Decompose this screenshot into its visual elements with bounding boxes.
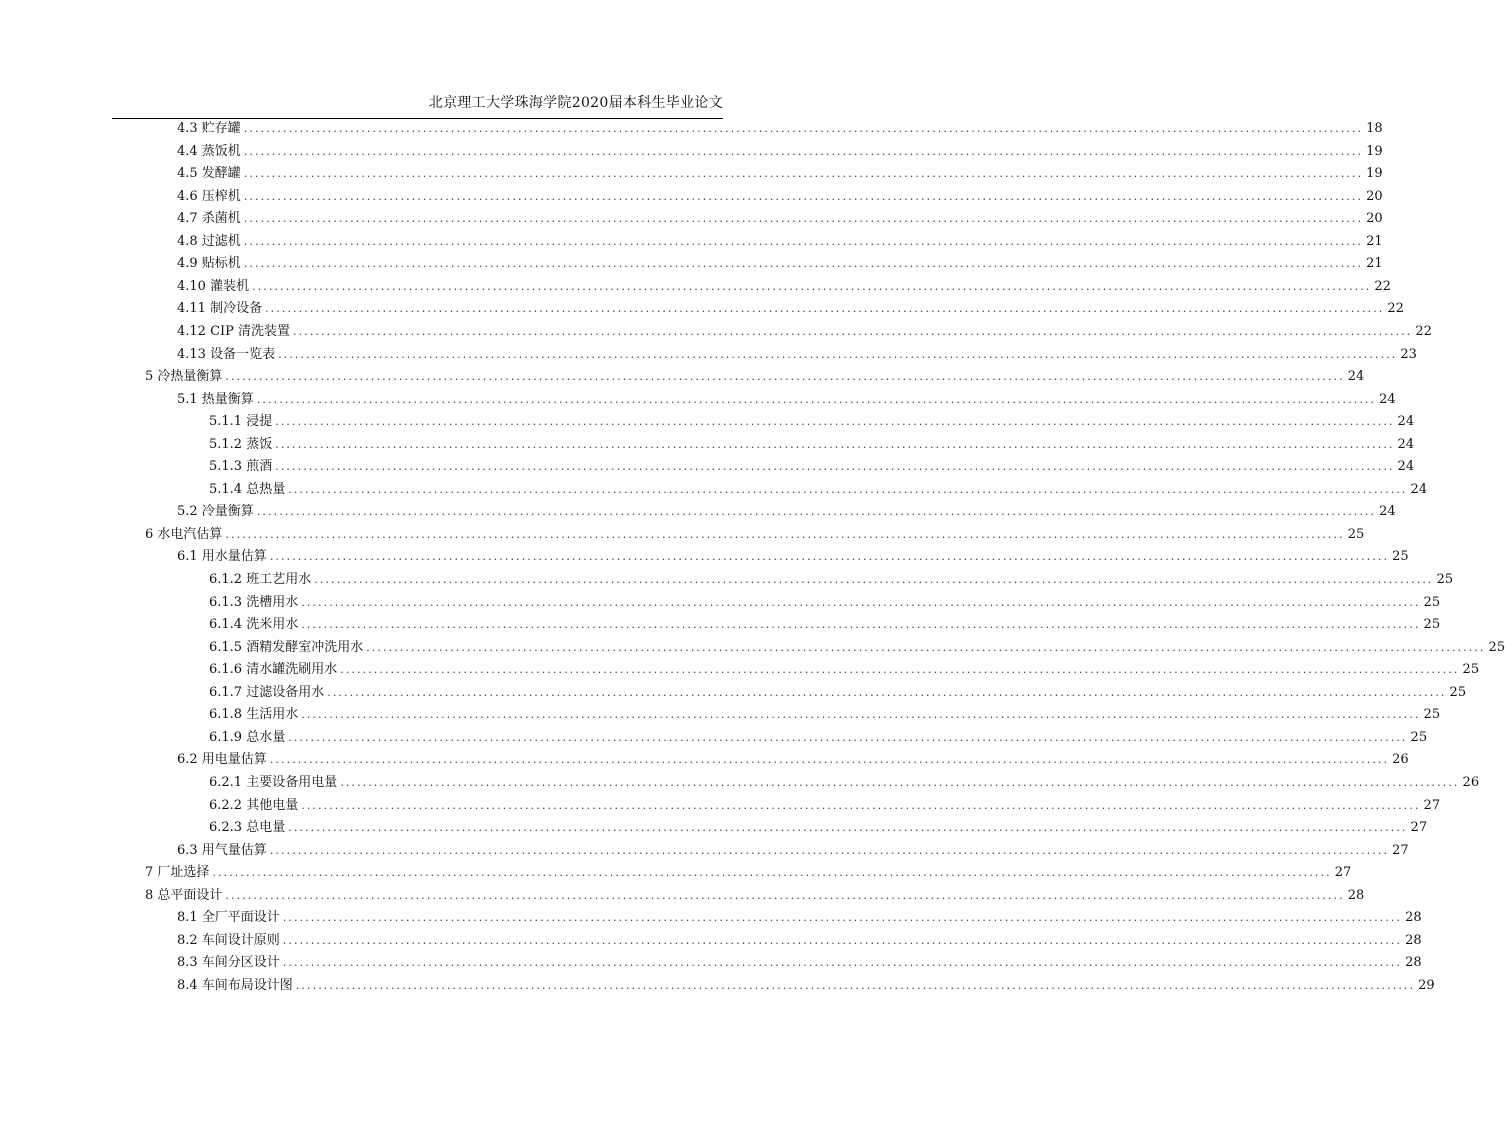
toc-entry-label: 4.13 设备一览表 xyxy=(177,346,276,362)
toc-entry-label: 4.5 发酵罐 xyxy=(177,166,241,182)
toc-leader-dots: ........................................................................................................................................................................................................ xyxy=(275,437,1395,451)
toc-leader-dots: ........................................................................................................................................................................................................ xyxy=(269,753,1390,767)
toc-entry[interactable] xyxy=(177,276,1391,298)
toc-leader-dots: ........................................................................................................................................................................................................ xyxy=(225,527,1345,541)
toc-leader-dots: ........................................................................................................................................................................................................ xyxy=(288,730,1408,744)
toc-entry-label: 6.3 用气量估算 xyxy=(177,842,267,858)
toc-leader-dots: ........................................................................................................................................................................................................ xyxy=(282,911,1403,925)
toc-entry-page: 25 xyxy=(1423,707,1441,723)
toc-entry[interactable] xyxy=(209,704,1441,726)
toc-leader-dots: ........................................................................................................................................................................................................ xyxy=(225,888,1345,902)
toc-leader-dots: ........................................................................................................................................................................................................ xyxy=(293,324,1413,338)
toc-entry-page: 22 xyxy=(1374,278,1391,294)
toc-leader-dots: ........................................................................................................................................................................................................ xyxy=(301,618,1421,632)
toc-entry-page: 24 xyxy=(1397,459,1415,475)
toc-entry[interactable] xyxy=(177,118,1383,140)
toc-entry[interactable] xyxy=(209,614,1441,636)
toc-entry-page: 19 xyxy=(1366,166,1383,182)
toc-entry[interactable] xyxy=(177,749,1409,771)
toc-entry-label: 8 总平面设计 xyxy=(145,887,223,903)
toc-leader-dots: ........................................................................................................................................................................................................ xyxy=(340,775,1460,789)
toc-entry-label: 5.1 热量衡算 xyxy=(177,391,254,407)
toc-entry-page: 24 xyxy=(1379,504,1396,520)
toc-leader-dots: ........................................................................................................................................................................................................ xyxy=(366,640,1486,654)
toc-leader-dots: ........................................................................................................................................................................................................ xyxy=(278,347,1398,361)
toc-entry-label: 6.2.2 其他电量 xyxy=(209,797,299,813)
toc-entry-label: 8.1 全厂平面设计 xyxy=(177,910,280,926)
toc-entry[interactable] xyxy=(177,298,1404,320)
toc-leader-dots: ........................................................................................................................................................................................................ xyxy=(301,595,1421,609)
toc-leader-dots: ........................................................................................................................................................................................................ xyxy=(269,550,1390,564)
toc-leader-dots: ........................................................................................................................................................................................................ xyxy=(275,415,1395,429)
toc-entry-label: 4.10 灌装机 xyxy=(177,278,250,294)
toc-entry[interactable] xyxy=(209,434,1415,456)
toc-entry-label: 6.1.4 洗米用水 xyxy=(209,617,299,633)
toc-entry-label: 5.2 冷量衡算 xyxy=(177,504,254,520)
toc-leader-dots: ........................................................................................................................................................................................................ xyxy=(269,843,1390,857)
toc-entry-page: 24 xyxy=(1397,414,1415,430)
toc-entry-label: 6.1.8 生活用水 xyxy=(209,707,299,723)
toc-leader-dots: ........................................................................................................................................................................................................ xyxy=(282,956,1403,970)
toc-entry-page: 25 xyxy=(1449,684,1467,700)
toc-entry[interactable] xyxy=(145,862,1352,884)
toc-leader-dots: ........................................................................................................................................................................................................ xyxy=(327,685,1447,699)
toc-entry[interactable] xyxy=(209,456,1415,478)
toc-entry-label: 5.1.1 浸提 xyxy=(209,414,273,430)
toc-entry[interactable] xyxy=(209,592,1441,614)
toc-entry-page: 18 xyxy=(1366,121,1383,136)
toc-entry-page: 22 xyxy=(1415,323,1432,339)
toc-entry-page: 21 xyxy=(1366,256,1383,272)
toc-leader-dots: ........................................................................................................................................................................................................ xyxy=(243,257,1364,271)
toc-entry[interactable] xyxy=(177,840,1409,862)
toc-entry-label: 5.1.3 煎酒 xyxy=(209,459,273,475)
toc-entry[interactable] xyxy=(177,907,1422,929)
toc-entry[interactable] xyxy=(209,637,1505,659)
toc-entry[interactable] xyxy=(209,411,1415,433)
toc-entry-label: 4.9 贴标机 xyxy=(177,256,241,272)
toc-entry-page: 25 xyxy=(1488,639,1505,655)
toc-entry-label: 6.1.2 班工艺用水 xyxy=(209,572,312,587)
toc-entry[interactable] xyxy=(209,772,1480,794)
toc-entry-label: 6.1.6 清水罐洗刷用水 xyxy=(209,662,338,678)
toc-entry[interactable] xyxy=(177,501,1396,523)
toc-entry[interactable] xyxy=(209,659,1480,681)
toc-entry-page: 27 xyxy=(1410,820,1428,836)
toc-entry-page: 28 xyxy=(1405,955,1422,971)
toc-entry-label: 4.4 蒸饭机 xyxy=(177,143,241,159)
toc-entry-label: 6.1.7 过滤设备用水 xyxy=(209,684,325,700)
toc-entry-page: 26 xyxy=(1392,752,1409,768)
toc-entry[interactable] xyxy=(145,524,1365,546)
toc-entry-label: 7 厂址选择 xyxy=(145,865,210,881)
toc-entry[interactable] xyxy=(177,952,1422,974)
toc-leader-dots: ........................................................................................................................................................................................................ xyxy=(243,234,1364,248)
toc-leader-dots: ........................................................................................................................................................................................................ xyxy=(243,167,1364,181)
toc-entry[interactable] xyxy=(209,795,1441,817)
toc-entry[interactable] xyxy=(177,231,1383,253)
toc-entry[interactable] xyxy=(177,975,1435,997)
toc-leader-dots: ........................................................................................................................................................................................................ xyxy=(256,392,1377,406)
toc-entry-page: 27 xyxy=(1392,842,1409,858)
toc-entry-page: 25 xyxy=(1423,594,1441,610)
toc-entry-page: 20 xyxy=(1366,211,1383,227)
toc-entry[interactable] xyxy=(177,930,1422,952)
toc-entry-page: 24 xyxy=(1347,369,1365,385)
toc-leader-dots: ........................................................................................................................................................................................................ xyxy=(252,279,1372,293)
toc-entry[interactable] xyxy=(145,885,1365,907)
toc-entry-label: 4.7 杀菌机 xyxy=(177,211,241,227)
toc-leader-dots: ........................................................................................................................................................................................................ xyxy=(212,866,1332,880)
toc-entry-label: 6.1.9 总水量 xyxy=(209,729,286,745)
toc-entry[interactable] xyxy=(209,682,1467,704)
toc-entry-page: 25 xyxy=(1462,662,1480,678)
toc-leader-dots: ........................................................................................................................................................................................................ xyxy=(243,122,1364,135)
toc-entry-label: 6.1 用水量估算 xyxy=(177,549,267,565)
toc-entry[interactable] xyxy=(177,253,1383,275)
toc-entry-page: 24 xyxy=(1397,436,1415,452)
toc-entry-page: 23 xyxy=(1400,346,1417,362)
toc-leader-dots: ........................................................................................................................................................................................................ xyxy=(256,505,1377,519)
toc-entry[interactable] xyxy=(209,479,1428,501)
toc-entry[interactable] xyxy=(209,817,1428,839)
toc-entry[interactable] xyxy=(209,569,1454,591)
toc-entry-page: 24 xyxy=(1379,391,1396,407)
toc-leader-dots: ........................................................................................................................................................................................................ xyxy=(265,302,1385,316)
toc-entry[interactable] xyxy=(177,163,1383,185)
toc-entry-page: 25 xyxy=(1347,526,1365,542)
toc-leader-dots: ........................................................................................................................................................................................................ xyxy=(288,482,1408,496)
toc-entry-page: 25 xyxy=(1392,549,1409,565)
toc-entry-page: 28 xyxy=(1347,887,1365,903)
toc-entry[interactable] xyxy=(177,186,1383,208)
toc-leader-dots: ........................................................................................................................................................................................................ xyxy=(295,978,1416,992)
toc-entry[interactable] xyxy=(145,366,1365,388)
toc-leader-dots: ........................................................................................................................................................................................................ xyxy=(225,370,1345,384)
page-header: 北京理工大学珠海学院2020届本科生毕业论文 xyxy=(428,95,723,111)
toc-entry-label: 8.4 车间布局设计图 xyxy=(177,977,293,993)
toc-entry-page: 26 xyxy=(1462,774,1480,790)
toc-leader-dots: ........................................................................................................................................................................................................ xyxy=(288,821,1408,835)
toc-entry-label: 8.2 车间设计原则 xyxy=(177,932,280,948)
toc-entry-label: 6.1.5 酒精发酵室冲洗用水 xyxy=(209,639,364,655)
toc-entry-page: 29 xyxy=(1418,977,1435,993)
toc-entry[interactable] xyxy=(177,344,1417,366)
toc-entry-label: 6.2 用电量估算 xyxy=(177,752,267,768)
toc-entry-page: 21 xyxy=(1366,233,1383,249)
toc-leader-dots: ........................................................................................................................................................................................................ xyxy=(243,189,1364,203)
toc-entry-label: 6.2.3 总电量 xyxy=(209,820,286,836)
toc-entry-page: 19 xyxy=(1366,143,1383,159)
toc-entry-label: 5.1.4 总热量 xyxy=(209,481,286,497)
toc-entry[interactable] xyxy=(177,546,1409,568)
toc-entry-page: 27 xyxy=(1334,865,1352,881)
toc-entry-label: 4.12 CIP 清洗装置 xyxy=(177,323,291,339)
toc-entry-page: 22 xyxy=(1387,301,1404,317)
toc-entry-label: 5 冷热量衡算 xyxy=(145,369,223,385)
toc-leader-dots: ........................................................................................................................................................................................................ xyxy=(282,933,1403,947)
toc-entry-label: 5.1.2 蒸饭 xyxy=(209,436,273,452)
toc-leader-dots: ........................................................................................................................................................................................................ xyxy=(275,460,1395,474)
toc-entry-page: 28 xyxy=(1405,910,1422,926)
toc-entry[interactable] xyxy=(177,208,1383,230)
toc-entry-page: 28 xyxy=(1405,932,1422,948)
toc-entry-page: 27 xyxy=(1423,797,1441,813)
toc-entry-page: 24 xyxy=(1410,481,1428,497)
toc-entry-label: 6 水电汽估算 xyxy=(145,526,223,542)
toc-leader-dots: ........................................................................................................................................................................................................ xyxy=(314,573,1434,586)
toc-entry-page: 25 xyxy=(1410,729,1428,745)
toc-leader-dots: ........................................................................................................................................................................................................ xyxy=(340,663,1460,677)
toc-leader-dots: ........................................................................................................................................................................................................ xyxy=(243,212,1364,226)
toc-entry-page: 25 xyxy=(1423,617,1441,633)
toc-entry-page: 25 xyxy=(1436,572,1454,587)
toc-entry[interactable] xyxy=(177,389,1396,411)
toc-entry[interactable] xyxy=(209,727,1428,749)
toc-entry-label: 6.2.1 主要设备用电量 xyxy=(209,774,338,790)
toc-entry[interactable] xyxy=(177,321,1432,343)
toc-leader-dots: ........................................................................................................................................................................................................ xyxy=(301,798,1421,812)
toc-entry-label: 4.8 过滤机 xyxy=(177,233,241,249)
toc-entry[interactable] xyxy=(177,141,1383,163)
toc-leader-dots: ........................................................................................................................................................................................................ xyxy=(243,144,1364,158)
toc-entry-label: 8.3 车间分区设计 xyxy=(177,955,280,971)
toc-entry-page: 20 xyxy=(1366,188,1383,204)
toc-entry-label: 4.6 压榨机 xyxy=(177,188,241,204)
toc-entry-label: 4.11 制冷设备 xyxy=(177,301,263,317)
toc-leader-dots: ........................................................................................................................................................................................................ xyxy=(301,708,1421,722)
toc-entry-label: 6.1.3 洗槽用水 xyxy=(209,594,299,610)
toc-entry-label: 4.3 贮存罐 xyxy=(177,121,241,136)
